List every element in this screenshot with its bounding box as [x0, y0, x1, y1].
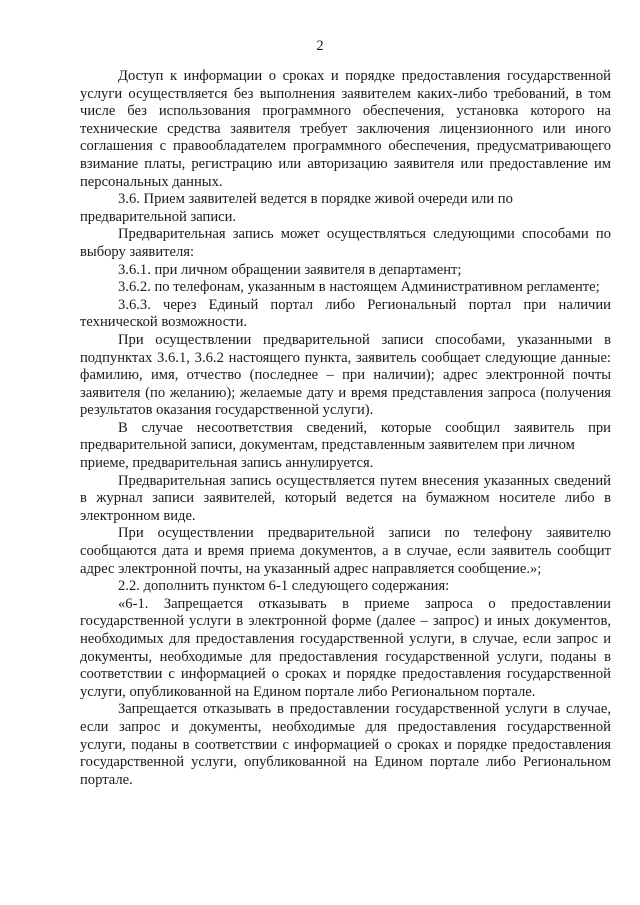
document-body	[80, 68, 611, 789]
paragraph-3-6: 3.6. Прием заявителей ведется в порядке живой очереди или по	[118, 191, 513, 208]
paragraph-phone-record: При осуществлении предварительной записи по телефону заявителю сообщаются дата и время приема документов, а в случае, если заявитель сообщит адрес электронной почты, на указанный адрес направляется сообщение.»;	[80, 525, 611, 577]
page-number: 2	[316, 38, 324, 54]
paragraph-2-2: 2.2. дополнить пунктом 6-1 следующего содержания:	[118, 578, 450, 595]
paragraph-refusal-prohibited: Запрещается отказывать в предоставлении государственной услуги в случае, если запрос и документы, необходимые для предоставления государственной услуги, поданы в соответствии с информацией о сроках и порядке предоставления государственной услуги, опубликованной на Едином портале либо Региональном портале.	[80, 701, 611, 788]
paragraph-preliminary-data: При осуществлении предварительной записи способами, указанными в подпунктах 3.6.1, 3.6.2 настоящего пункта, заявитель сообщает следующие данные: фамилию, имя, отчество (последнее – при наличии); адрес электронной почты заявителя (по желанию); желаемые дату и время представления запроса (получения результатов оказания государственной услуги).	[80, 331, 611, 419]
paragraph-mismatch-continuation: приеме, предварительная запись аннулируется.	[80, 455, 374, 472]
paragraph-3-6-3: 3.6.3. через Единый портал либо Региональный портал при наличии технической возможности.	[80, 296, 611, 331]
paragraph-3-6-1: 3.6.1. при личном обращении заявителя в департамент;	[118, 261, 462, 278]
paragraph-3-6-continuation: предварительной записи.	[80, 208, 237, 225]
paragraph-mismatch: В случае несоответствия сведений, которые сообщил заявитель при предварительной записи, документам, представленным заявителем при личном	[80, 419, 611, 454]
paragraph-preliminary-methods: Предварительная запись может осуществляться следующими способами по выбору заявителя:	[80, 226, 611, 260]
paragraph-3-6-2: 3.6.2. по телефонам, указанным в настоящем Административном регламенте;	[118, 279, 600, 296]
paragraph-journal: Предварительная запись осуществляется путем внесения указанных сведений в журнал записи заявителей, который ведется на бумажном носителе либо в электронном виде.	[80, 472, 611, 524]
paragraph-access-info: Доступ к информации о сроках и порядке предоставления государственной услуги осуществляется без выполнения заявителем каких-либо требований, в том числе без использования программного обеспечения, установка которого на технические средства заявителя требует заключения лицензионного или иного соглашения с правообладателем программного обеспечения, предусматривающего взимание платы, регистрацию или авторизацию заявителя или предоставление им персональных данных.	[80, 68, 611, 190]
paragraph-6-1: «6-1. Запрещается отказывать в приеме запроса о предоставлении государственной услуги в электронной форме (далее – запрос) и иных документов, необходимых для предоставления государственной услуги, в случае, если запрос и документы, необходимые для предоставления государственной услуги, поданы в соответствии с информацией о сроках и порядке предоставления государственной услуги, опубликованной на Едином портале либо Региональном портале.	[80, 595, 611, 700]
